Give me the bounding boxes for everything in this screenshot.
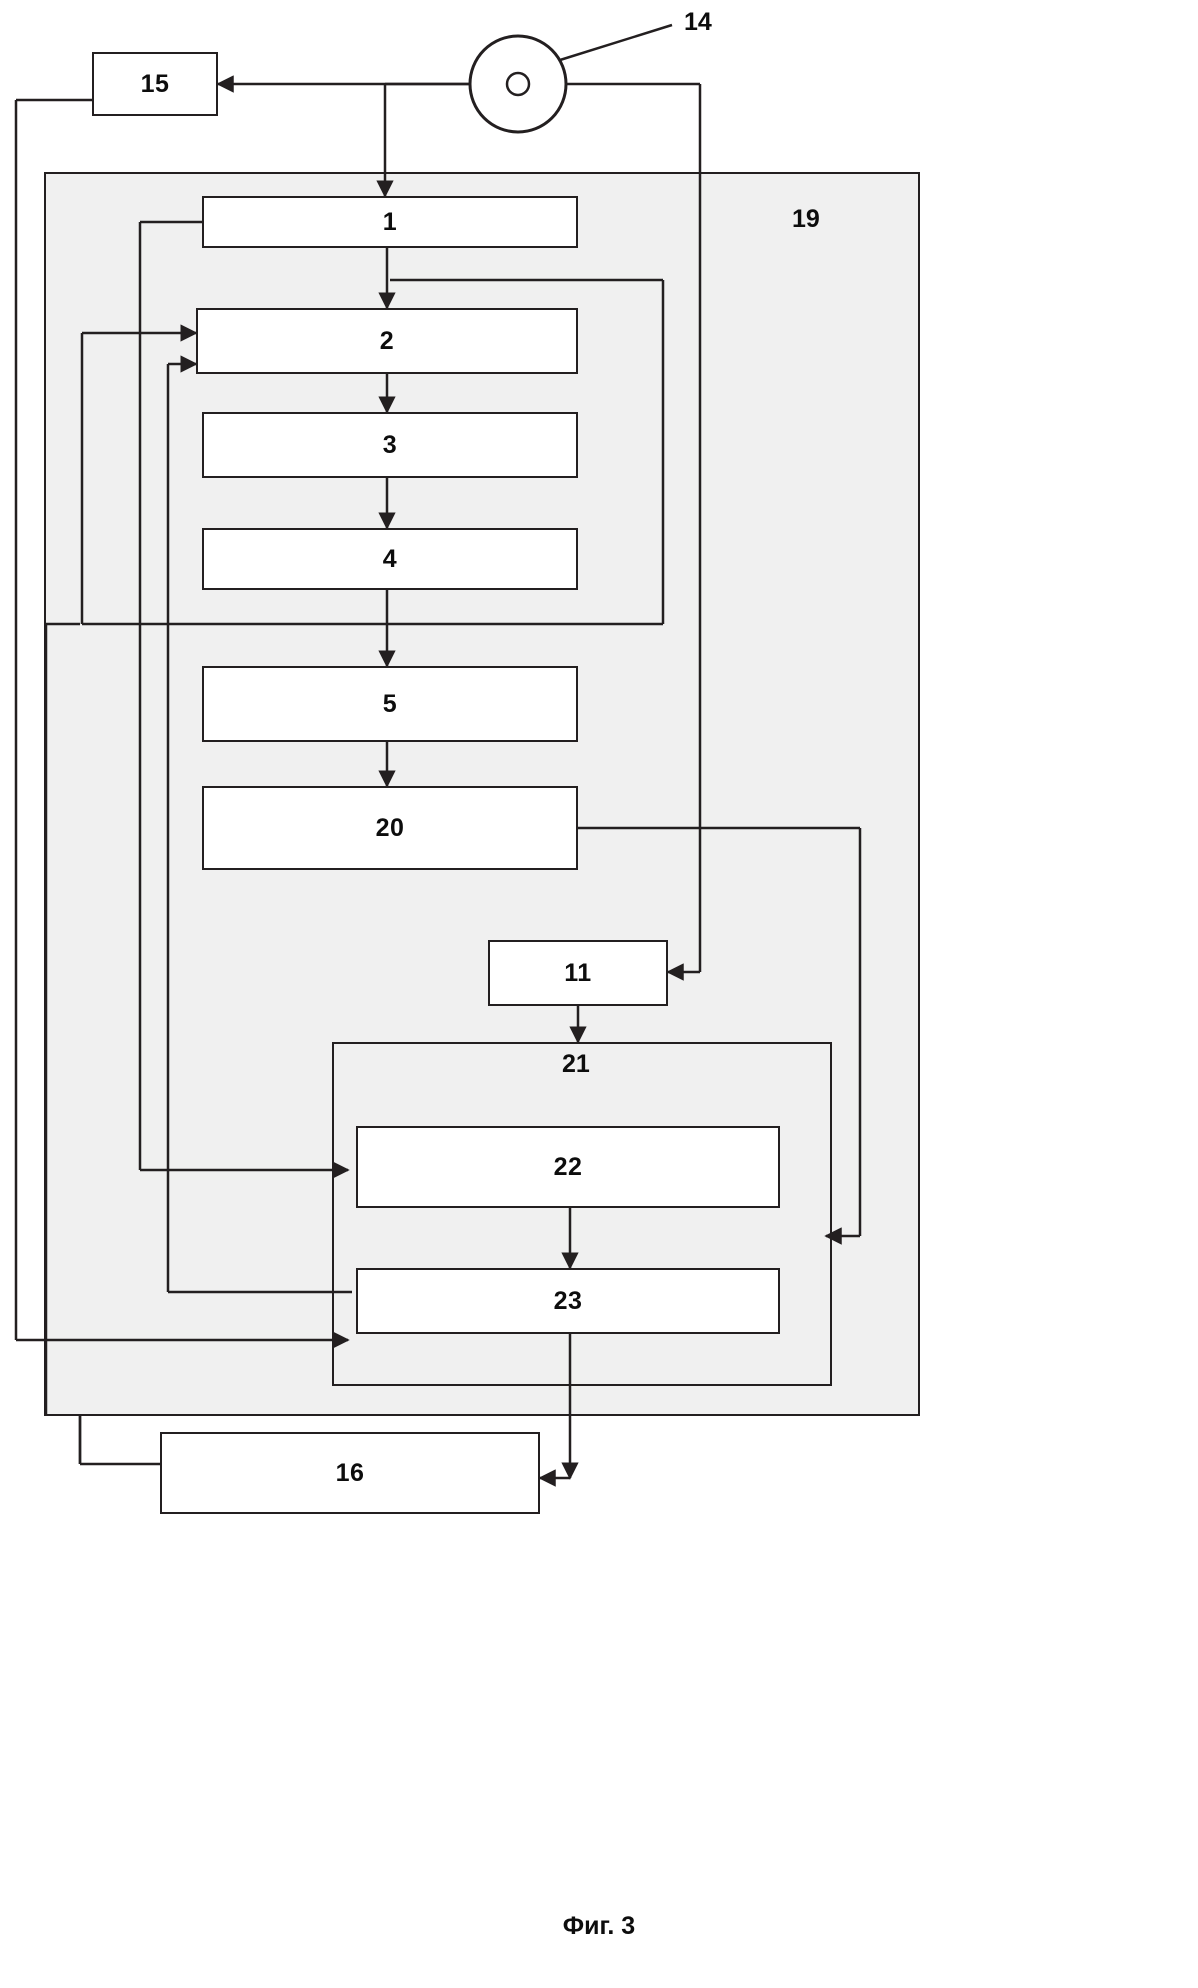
- block-15-label: 15: [140, 69, 170, 98]
- block-16-label: 16: [335, 1458, 365, 1487]
- reference-label-19-text: 19: [792, 205, 820, 233]
- block-15[interactable]: [92, 52, 218, 116]
- block-23-label: 23: [553, 1286, 583, 1315]
- block-23[interactable]: [356, 1268, 780, 1334]
- reference-label-21: [562, 1050, 590, 1079]
- figure-caption: [0, 1912, 1198, 1941]
- block-4[interactable]: [202, 528, 578, 590]
- block-4-label: 4: [382, 544, 398, 573]
- block-20-label: 20: [375, 813, 405, 842]
- block-1[interactable]: [202, 196, 578, 248]
- block-3[interactable]: [202, 412, 578, 478]
- block-22-label: 22: [553, 1152, 583, 1181]
- block-20[interactable]: [202, 786, 578, 870]
- reference-label-14: [684, 8, 712, 37]
- block-2[interactable]: [196, 308, 578, 374]
- block-22[interactable]: [356, 1126, 780, 1208]
- block-5[interactable]: [202, 666, 578, 742]
- figure-caption-text: Фиг. 3: [562, 1912, 636, 1940]
- block-1-label: 1: [382, 207, 398, 236]
- block-11-label: 11: [564, 958, 592, 987]
- block-3-label: 3: [382, 430, 398, 459]
- block-5-label: 5: [382, 689, 398, 718]
- reference-label-21-text: 21: [562, 1050, 590, 1078]
- block-2-label: 2: [379, 326, 395, 355]
- reference-label-19: [792, 205, 820, 234]
- block-16[interactable]: [160, 1432, 540, 1514]
- block-11[interactable]: [488, 940, 668, 1006]
- reference-label-14-text: 14: [684, 8, 712, 36]
